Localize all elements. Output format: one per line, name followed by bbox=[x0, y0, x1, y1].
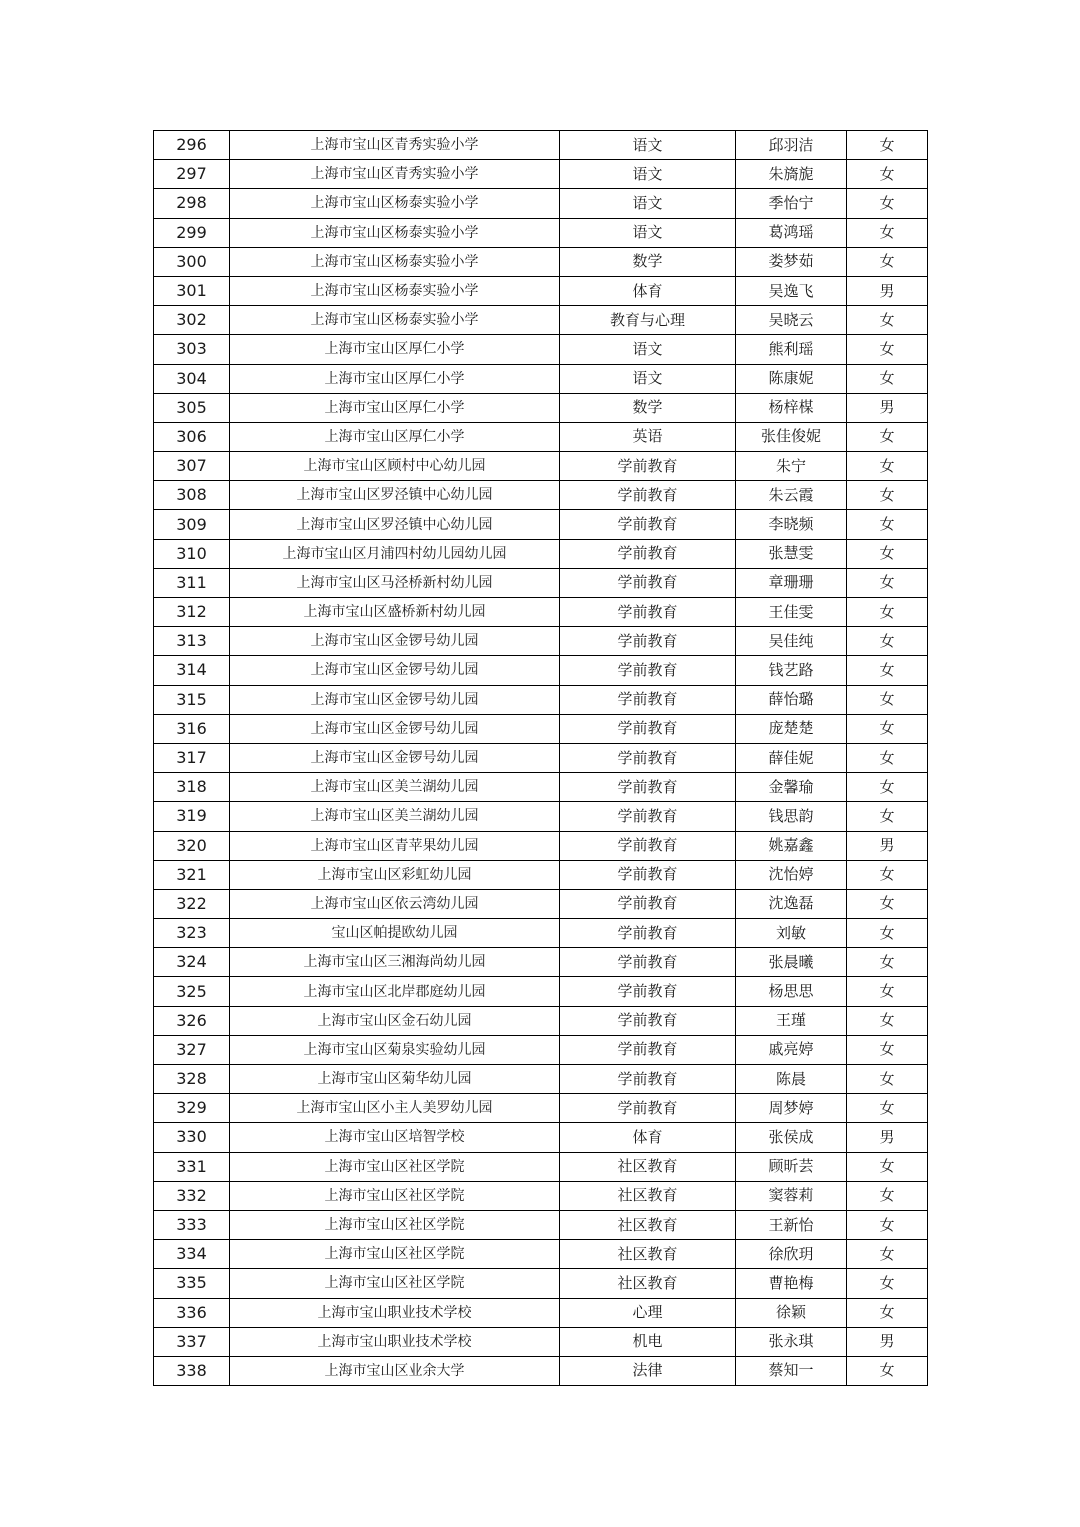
table-row bbox=[154, 160, 928, 189]
subject-cell: 学前教育 bbox=[560, 1094, 736, 1123]
row-number-cell: 296 bbox=[154, 131, 230, 160]
subject-cell: 学前教育 bbox=[560, 510, 736, 539]
school-cell: 上海市宝山区社区学院 bbox=[230, 1181, 560, 1210]
gender-cell: 女 bbox=[847, 714, 928, 743]
row-number-cell: 307 bbox=[154, 452, 230, 481]
row-number-cell: 312 bbox=[154, 598, 230, 627]
gender-cell: 女 bbox=[847, 977, 928, 1006]
gender-cell: 男 bbox=[847, 1327, 928, 1356]
row-number-cell: 331 bbox=[154, 1152, 230, 1181]
school-cell: 上海市宝山区青秀实验小学 bbox=[230, 131, 560, 160]
subject-cell: 学前教育 bbox=[560, 627, 736, 656]
table-row bbox=[154, 131, 928, 160]
person-name-cell: 金馨瑜 bbox=[736, 773, 847, 802]
table-row bbox=[154, 598, 928, 627]
subject-cell: 体育 bbox=[560, 1123, 736, 1152]
person-name-cell: 邱羽洁 bbox=[736, 131, 847, 160]
table-row bbox=[154, 802, 928, 831]
row-number-cell: 329 bbox=[154, 1094, 230, 1123]
person-name-cell: 杨梓楳 bbox=[736, 393, 847, 422]
row-number-cell: 297 bbox=[154, 160, 230, 189]
person-name-cell: 姚嘉鑫 bbox=[736, 831, 847, 860]
row-number-cell: 301 bbox=[154, 276, 230, 305]
gender-cell: 男 bbox=[847, 1123, 928, 1152]
person-name-cell: 吴逸飞 bbox=[736, 276, 847, 305]
subject-cell: 学前教育 bbox=[560, 598, 736, 627]
subject-cell: 学前教育 bbox=[560, 568, 736, 597]
row-number-cell: 324 bbox=[154, 948, 230, 977]
gender-cell: 女 bbox=[847, 743, 928, 772]
row-number-cell: 334 bbox=[154, 1240, 230, 1269]
school-cell: 上海市宝山区社区学院 bbox=[230, 1152, 560, 1181]
gender-cell: 女 bbox=[847, 685, 928, 714]
row-number-cell: 325 bbox=[154, 977, 230, 1006]
person-name-cell: 王瑾 bbox=[736, 1006, 847, 1035]
school-cell: 上海市宝山区业余大学 bbox=[230, 1356, 560, 1385]
gender-cell: 女 bbox=[847, 1094, 928, 1123]
person-name-cell: 张慧雯 bbox=[736, 539, 847, 568]
person-name-cell: 杨思思 bbox=[736, 977, 847, 1006]
gender-cell: 女 bbox=[847, 1240, 928, 1269]
table-row bbox=[154, 977, 928, 1006]
school-cell: 上海市宝山区培智学校 bbox=[230, 1123, 560, 1152]
person-name-cell: 张晨曦 bbox=[736, 948, 847, 977]
row-number-cell: 337 bbox=[154, 1327, 230, 1356]
subject-cell: 社区教育 bbox=[560, 1269, 736, 1298]
school-cell: 上海市宝山区社区学院 bbox=[230, 1269, 560, 1298]
person-name-cell: 薛怡璐 bbox=[736, 685, 847, 714]
gender-cell: 女 bbox=[847, 335, 928, 364]
table-row bbox=[154, 831, 928, 860]
school-cell: 上海市宝山区顾村中心幼儿园 bbox=[230, 452, 560, 481]
row-number-cell: 332 bbox=[154, 1181, 230, 1210]
school-cell: 上海市宝山区杨泰实验小学 bbox=[230, 276, 560, 305]
table-row bbox=[154, 1269, 928, 1298]
school-cell: 上海市宝山区金锣号幼儿园 bbox=[230, 656, 560, 685]
subject-cell: 学前教育 bbox=[560, 743, 736, 772]
row-number-cell: 327 bbox=[154, 1035, 230, 1064]
school-cell: 上海市宝山区月浦四村幼儿园幼儿园 bbox=[230, 539, 560, 568]
school-cell: 上海市宝山区金锣号幼儿园 bbox=[230, 627, 560, 656]
table-row bbox=[154, 685, 928, 714]
subject-cell: 学前教育 bbox=[560, 1065, 736, 1094]
gender-cell: 女 bbox=[847, 1269, 928, 1298]
roster-table bbox=[153, 130, 928, 1386]
gender-cell: 女 bbox=[847, 1006, 928, 1035]
school-cell: 上海市宝山区厚仁小学 bbox=[230, 364, 560, 393]
table-row bbox=[154, 1006, 928, 1035]
school-cell: 上海市宝山区金锣号幼儿园 bbox=[230, 743, 560, 772]
person-name-cell: 戚亮婷 bbox=[736, 1035, 847, 1064]
row-number-cell: 330 bbox=[154, 1123, 230, 1152]
roster-body bbox=[154, 131, 928, 1386]
person-name-cell: 熊利瑶 bbox=[736, 335, 847, 364]
table-row bbox=[154, 1123, 928, 1152]
row-number-cell: 338 bbox=[154, 1356, 230, 1385]
school-cell: 上海市宝山区小主人美罗幼儿园 bbox=[230, 1094, 560, 1123]
person-name-cell: 朱云霞 bbox=[736, 481, 847, 510]
subject-cell: 学前教育 bbox=[560, 831, 736, 860]
table-row bbox=[154, 1181, 928, 1210]
school-cell: 上海市宝山区北岸郡庭幼儿园 bbox=[230, 977, 560, 1006]
school-cell: 上海市宝山区社区学院 bbox=[230, 1210, 560, 1239]
table-row bbox=[154, 1035, 928, 1064]
school-cell: 上海市宝山区美兰湖幼儿园 bbox=[230, 773, 560, 802]
person-name-cell: 王佳雯 bbox=[736, 598, 847, 627]
subject-cell: 心理 bbox=[560, 1298, 736, 1327]
table-row bbox=[154, 422, 928, 451]
person-name-cell: 吴佳纯 bbox=[736, 627, 847, 656]
school-cell: 上海市宝山区菊泉实验幼儿园 bbox=[230, 1035, 560, 1064]
table-row bbox=[154, 773, 928, 802]
gender-cell: 女 bbox=[847, 1356, 928, 1385]
table-row bbox=[154, 247, 928, 276]
subject-cell: 语文 bbox=[560, 160, 736, 189]
gender-cell: 女 bbox=[847, 218, 928, 247]
person-name-cell: 张侯成 bbox=[736, 1123, 847, 1152]
subject-cell: 学前教育 bbox=[560, 685, 736, 714]
row-number-cell: 328 bbox=[154, 1065, 230, 1094]
person-name-cell: 钱艺路 bbox=[736, 656, 847, 685]
school-cell: 上海市宝山区盛桥新村幼儿园 bbox=[230, 598, 560, 627]
gender-cell: 女 bbox=[847, 131, 928, 160]
table-row bbox=[154, 276, 928, 305]
row-number-cell: 319 bbox=[154, 802, 230, 831]
person-name-cell: 庞楚楚 bbox=[736, 714, 847, 743]
subject-cell: 学前教育 bbox=[560, 452, 736, 481]
table-row bbox=[154, 1065, 928, 1094]
school-cell: 上海市宝山区三湘海尚幼儿园 bbox=[230, 948, 560, 977]
person-name-cell: 刘敏 bbox=[736, 919, 847, 948]
row-number-cell: 335 bbox=[154, 1269, 230, 1298]
row-number-cell: 318 bbox=[154, 773, 230, 802]
person-name-cell: 娄梦茹 bbox=[736, 247, 847, 276]
table-row bbox=[154, 1210, 928, 1239]
subject-cell: 学前教育 bbox=[560, 714, 736, 743]
subject-cell: 语文 bbox=[560, 218, 736, 247]
table-row bbox=[154, 656, 928, 685]
subject-cell: 学前教育 bbox=[560, 919, 736, 948]
person-name-cell: 吴晓云 bbox=[736, 306, 847, 335]
school-cell: 上海市宝山区金锣号幼儿园 bbox=[230, 685, 560, 714]
gender-cell: 女 bbox=[847, 568, 928, 597]
person-name-cell: 钱思韵 bbox=[736, 802, 847, 831]
row-number-cell: 311 bbox=[154, 568, 230, 597]
row-number-cell: 302 bbox=[154, 306, 230, 335]
row-number-cell: 321 bbox=[154, 860, 230, 889]
table-row bbox=[154, 714, 928, 743]
person-name-cell: 李晓频 bbox=[736, 510, 847, 539]
table-row bbox=[154, 1152, 928, 1181]
table-row bbox=[154, 218, 928, 247]
school-cell: 上海市宝山区杨泰实验小学 bbox=[230, 218, 560, 247]
subject-cell: 学前教育 bbox=[560, 802, 736, 831]
person-name-cell: 葛鸿瑶 bbox=[736, 218, 847, 247]
row-number-cell: 303 bbox=[154, 335, 230, 364]
row-number-cell: 317 bbox=[154, 743, 230, 772]
school-cell: 上海市宝山区马泾桥新村幼儿园 bbox=[230, 568, 560, 597]
row-number-cell: 336 bbox=[154, 1298, 230, 1327]
person-name-cell: 窦蓉莉 bbox=[736, 1181, 847, 1210]
row-number-cell: 299 bbox=[154, 218, 230, 247]
subject-cell: 机电 bbox=[560, 1327, 736, 1356]
row-number-cell: 310 bbox=[154, 539, 230, 568]
subject-cell: 学前教育 bbox=[560, 889, 736, 918]
school-cell: 上海市宝山区杨泰实验小学 bbox=[230, 306, 560, 335]
person-name-cell: 朱宁 bbox=[736, 452, 847, 481]
gender-cell: 男 bbox=[847, 276, 928, 305]
table-row bbox=[154, 568, 928, 597]
school-cell: 上海市宝山职业技术学校 bbox=[230, 1298, 560, 1327]
subject-cell: 学前教育 bbox=[560, 773, 736, 802]
row-number-cell: 323 bbox=[154, 919, 230, 948]
gender-cell: 女 bbox=[847, 1210, 928, 1239]
subject-cell: 语文 bbox=[560, 189, 736, 218]
subject-cell: 社区教育 bbox=[560, 1210, 736, 1239]
person-name-cell: 周梦婷 bbox=[736, 1094, 847, 1123]
subject-cell: 教育与心理 bbox=[560, 306, 736, 335]
subject-cell: 社区教育 bbox=[560, 1152, 736, 1181]
gender-cell: 女 bbox=[847, 306, 928, 335]
subject-cell: 学前教育 bbox=[560, 1006, 736, 1035]
subject-cell: 法律 bbox=[560, 1356, 736, 1385]
school-cell: 上海市宝山区青秀实验小学 bbox=[230, 160, 560, 189]
gender-cell: 女 bbox=[847, 189, 928, 218]
row-number-cell: 326 bbox=[154, 1006, 230, 1035]
school-cell: 上海市宝山区罗泾镇中心幼儿园 bbox=[230, 481, 560, 510]
table-row bbox=[154, 510, 928, 539]
gender-cell: 女 bbox=[847, 1152, 928, 1181]
row-number-cell: 300 bbox=[154, 247, 230, 276]
gender-cell: 男 bbox=[847, 393, 928, 422]
row-number-cell: 316 bbox=[154, 714, 230, 743]
subject-cell: 社区教育 bbox=[560, 1240, 736, 1269]
row-number-cell: 306 bbox=[154, 422, 230, 451]
gender-cell: 女 bbox=[847, 510, 928, 539]
gender-cell: 女 bbox=[847, 160, 928, 189]
row-number-cell: 313 bbox=[154, 627, 230, 656]
school-cell: 上海市宝山区青苹果幼儿园 bbox=[230, 831, 560, 860]
subject-cell: 学前教育 bbox=[560, 977, 736, 1006]
subject-cell: 学前教育 bbox=[560, 948, 736, 977]
table-row bbox=[154, 1327, 928, 1356]
person-name-cell: 陈晨 bbox=[736, 1065, 847, 1094]
school-cell: 上海市宝山区杨泰实验小学 bbox=[230, 189, 560, 218]
table-row bbox=[154, 189, 928, 218]
gender-cell: 女 bbox=[847, 773, 928, 802]
gender-cell: 女 bbox=[847, 860, 928, 889]
subject-cell: 体育 bbox=[560, 276, 736, 305]
subject-cell: 学前教育 bbox=[560, 860, 736, 889]
subject-cell: 学前教育 bbox=[560, 539, 736, 568]
person-name-cell: 曹艳梅 bbox=[736, 1269, 847, 1298]
table-row bbox=[154, 481, 928, 510]
subject-cell: 学前教育 bbox=[560, 1035, 736, 1064]
table-row bbox=[154, 743, 928, 772]
subject-cell: 社区教育 bbox=[560, 1181, 736, 1210]
table-row bbox=[154, 393, 928, 422]
gender-cell: 女 bbox=[847, 1065, 928, 1094]
person-name-cell: 徐欣玥 bbox=[736, 1240, 847, 1269]
gender-cell: 女 bbox=[847, 889, 928, 918]
gender-cell: 女 bbox=[847, 919, 928, 948]
table-row bbox=[154, 919, 928, 948]
school-cell: 上海市宝山区厚仁小学 bbox=[230, 422, 560, 451]
gender-cell: 女 bbox=[847, 247, 928, 276]
table-row bbox=[154, 1094, 928, 1123]
school-cell: 上海市宝山区美兰湖幼儿园 bbox=[230, 802, 560, 831]
table-row bbox=[154, 1298, 928, 1327]
school-cell: 上海市宝山区厚仁小学 bbox=[230, 335, 560, 364]
subject-cell: 语文 bbox=[560, 131, 736, 160]
gender-cell: 女 bbox=[847, 1181, 928, 1210]
gender-cell: 男 bbox=[847, 831, 928, 860]
person-name-cell: 张佳俊妮 bbox=[736, 422, 847, 451]
school-cell: 上海市宝山区金石幼儿园 bbox=[230, 1006, 560, 1035]
school-cell: 上海市宝山职业技术学校 bbox=[230, 1327, 560, 1356]
gender-cell: 女 bbox=[847, 364, 928, 393]
table-row bbox=[154, 860, 928, 889]
subject-cell: 学前教育 bbox=[560, 481, 736, 510]
table-row bbox=[154, 1356, 928, 1385]
school-cell: 上海市宝山区社区学院 bbox=[230, 1240, 560, 1269]
school-cell: 上海市宝山区彩虹幼儿园 bbox=[230, 860, 560, 889]
school-cell: 上海市宝山区罗泾镇中心幼儿园 bbox=[230, 510, 560, 539]
school-cell: 上海市宝山区金锣号幼儿园 bbox=[230, 714, 560, 743]
person-name-cell: 顾昕芸 bbox=[736, 1152, 847, 1181]
row-number-cell: 320 bbox=[154, 831, 230, 860]
gender-cell: 女 bbox=[847, 598, 928, 627]
row-number-cell: 298 bbox=[154, 189, 230, 218]
row-number-cell: 322 bbox=[154, 889, 230, 918]
person-name-cell: 徐颖 bbox=[736, 1298, 847, 1327]
person-name-cell: 沈怡婷 bbox=[736, 860, 847, 889]
gender-cell: 女 bbox=[847, 656, 928, 685]
school-cell: 上海市宝山区厚仁小学 bbox=[230, 393, 560, 422]
row-number-cell: 314 bbox=[154, 656, 230, 685]
table-row bbox=[154, 335, 928, 364]
subject-cell: 语文 bbox=[560, 335, 736, 364]
gender-cell: 女 bbox=[847, 802, 928, 831]
gender-cell: 女 bbox=[847, 481, 928, 510]
person-name-cell: 陈康妮 bbox=[736, 364, 847, 393]
person-name-cell: 季怡宁 bbox=[736, 189, 847, 218]
subject-cell: 数学 bbox=[560, 393, 736, 422]
row-number-cell: 304 bbox=[154, 364, 230, 393]
gender-cell: 女 bbox=[847, 452, 928, 481]
row-number-cell: 315 bbox=[154, 685, 230, 714]
subject-cell: 语文 bbox=[560, 364, 736, 393]
table-row bbox=[154, 948, 928, 977]
person-name-cell: 张永琪 bbox=[736, 1327, 847, 1356]
gender-cell: 女 bbox=[847, 539, 928, 568]
table-row bbox=[154, 889, 928, 918]
person-name-cell: 蔡知一 bbox=[736, 1356, 847, 1385]
subject-cell: 英语 bbox=[560, 422, 736, 451]
row-number-cell: 305 bbox=[154, 393, 230, 422]
school-cell: 上海市宝山区杨泰实验小学 bbox=[230, 247, 560, 276]
row-number-cell: 309 bbox=[154, 510, 230, 539]
gender-cell: 女 bbox=[847, 1298, 928, 1327]
school-cell: 上海市宝山区菊华幼儿园 bbox=[230, 1065, 560, 1094]
subject-cell: 数学 bbox=[560, 247, 736, 276]
gender-cell: 女 bbox=[847, 948, 928, 977]
person-name-cell: 朱旖旎 bbox=[736, 160, 847, 189]
row-number-cell: 333 bbox=[154, 1210, 230, 1239]
person-name-cell: 章珊珊 bbox=[736, 568, 847, 597]
gender-cell: 女 bbox=[847, 627, 928, 656]
table-row bbox=[154, 364, 928, 393]
table-row bbox=[154, 452, 928, 481]
person-name-cell: 沈逸磊 bbox=[736, 889, 847, 918]
person-name-cell: 薛佳妮 bbox=[736, 743, 847, 772]
table-row bbox=[154, 306, 928, 335]
school-cell: 上海市宝山区依云湾幼儿园 bbox=[230, 889, 560, 918]
gender-cell: 女 bbox=[847, 422, 928, 451]
school-cell: 宝山区帕提欧幼儿园 bbox=[230, 919, 560, 948]
gender-cell: 女 bbox=[847, 1035, 928, 1064]
table-row bbox=[154, 1240, 928, 1269]
row-number-cell: 308 bbox=[154, 481, 230, 510]
subject-cell: 学前教育 bbox=[560, 656, 736, 685]
table-row bbox=[154, 539, 928, 568]
person-name-cell: 王新怡 bbox=[736, 1210, 847, 1239]
table-row bbox=[154, 627, 928, 656]
